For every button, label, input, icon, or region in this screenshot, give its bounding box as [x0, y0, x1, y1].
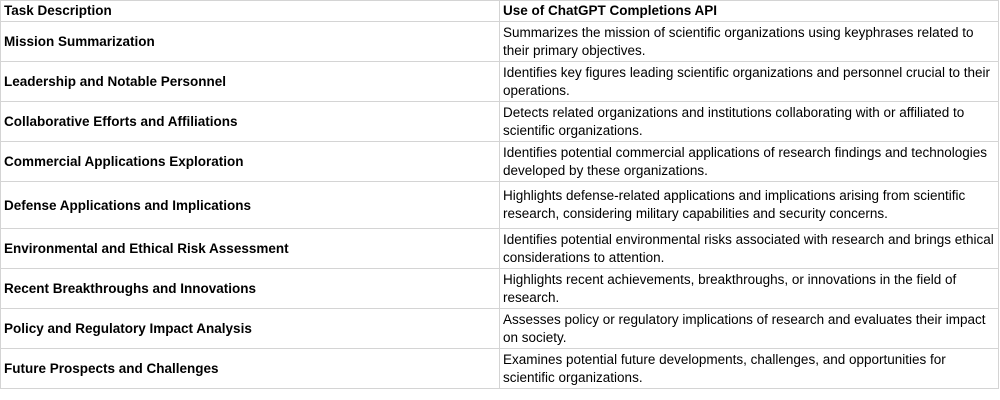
header-task-description: Task Description: [1, 1, 500, 22]
header-row: [1, 1, 999, 22]
task-cell: Recent Breakthroughs and Innovations: [1, 269, 500, 309]
task-cell: Mission Summarization: [1, 22, 500, 62]
use-cell: Highlights recent achievements, breakthroughs, or innovations in the field of research.: [500, 269, 999, 309]
use-cell: Identifies potential environmental risks associated with research and brings ethical considerations to attention.: [500, 229, 999, 269]
use-cell: Identifies key figures leading scientific organizations and personnel crucial to their operations.: [500, 62, 999, 102]
task-cell: Collaborative Efforts and Affiliations: [1, 102, 500, 142]
use-cell: Assesses policy or regulatory implications of research and evaluates their impact on society.: [500, 309, 999, 349]
task-cell: Future Prospects and Challenges: [1, 349, 500, 389]
use-cell: Examines potential future developments, challenges, and opportunities for scientific organizations.: [500, 349, 999, 389]
table-row: [1, 22, 999, 62]
use-cell: Highlights defense-related applications and implications arising from scientific research, considering military capabilities and security concerns.: [500, 182, 999, 229]
table-row: [1, 142, 999, 182]
task-cell: Environmental and Ethical Risk Assessment: [1, 229, 500, 269]
table-row: [1, 182, 999, 229]
task-cell: Leadership and Notable Personnel: [1, 62, 500, 102]
task-cell: Defense Applications and Implications: [1, 182, 500, 229]
header-use-of-api: Use of ChatGPT Completions API: [500, 1, 999, 22]
table-row: [1, 349, 999, 389]
use-cell: Identifies potential commercial applications of research findings and technologies developed by these organizations.: [500, 142, 999, 182]
use-cell: Detects related organizations and institutions collaborating with or affiliated to scientific organizations.: [500, 102, 999, 142]
table-row: [1, 269, 999, 309]
task-cell: Commercial Applications Exploration: [1, 142, 500, 182]
task-cell: Policy and Regulatory Impact Analysis: [1, 309, 500, 349]
table-row: [1, 309, 999, 349]
use-cell: Summarizes the mission of scientific organizations using keyphrases related to their primary objectives.: [500, 22, 999, 62]
table-row: [1, 102, 999, 142]
table-row: [1, 62, 999, 102]
table-row: [1, 229, 999, 269]
